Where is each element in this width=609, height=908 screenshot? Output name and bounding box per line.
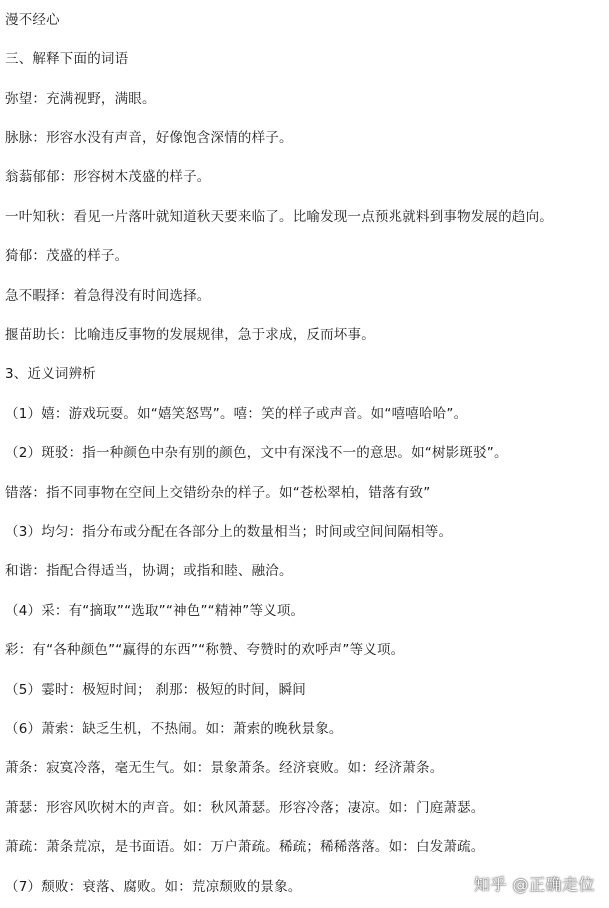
synonym-item-1: （1）嬉：游戏玩耍。如“嬉笑怒骂”。嘻：笑的样子或声音。如“嘻嘻哈哈”。 xyxy=(5,406,468,422)
synonym-item-2-cuoluo: 错落：指不同事物在空间上交错纷杂的样子。如“苍松翠柏，错落有致” xyxy=(5,485,431,501)
section-heading-explain-words: 三、解释下面的词语 xyxy=(5,51,129,67)
synonym-item-6-xiaotiao: 萧条：寂寞冷落，毫无生气。如：景象萧条。经济衰败。如：经济萧条。 xyxy=(5,760,444,776)
synonym-item-6-xiaose: 萧瑟：形容风吹树木的声音。如：秋风萧瑟。形容冷落；凄凉。如：门庭萧瑟。 xyxy=(5,800,485,816)
synonym-item-6-xiaoshu: 萧疏：萧条荒凉，是书面语。如：万户萧疏。稀疏；稀稀落落。如：白发萧疏。 xyxy=(5,839,485,855)
definition-yiyezhiqiu: 一叶知秋：看见一片落叶就知道秋天要来临了。比喻发现一点预兆就料到事物发展的趋向。 xyxy=(5,209,553,225)
synonym-item-4-cai: 彩：有“各种颜色”“赢得的东西”“称赞、夸赞时的欢呼声”等义项。 xyxy=(5,642,405,658)
definition-jibuxiaze: 急不暇择：着急得没有时间选择。 xyxy=(5,288,211,304)
definition-miwang: 弥望：充满视野，满眼。 xyxy=(5,91,156,107)
synonym-item-7: （7）颓败：衰落、腐败。如：荒凉颓败的景象。 xyxy=(5,879,302,895)
synonym-item-5: （5）霎时：极短时间； 刹那：极短的时间，瞬间 xyxy=(5,682,306,698)
text-line-continuation: 漫不经心 xyxy=(5,12,60,28)
zhihu-watermark: 知乎 @正确走位 xyxy=(473,875,595,894)
synonym-item-2: （2）斑驳：指一种颜色中杂有别的颜色，文中有深浅不一的意思。如“树影斑驳”。 xyxy=(5,445,508,461)
synonym-item-3-hexie: 和谐：指配合得适当，协调；或指和睦、融洽。 xyxy=(5,563,293,579)
definition-momo: 脉脉：形容水没有声音，好像饱含深情的样子。 xyxy=(5,130,293,146)
definition-yiyu: 猗郁：茂盛的样子。 xyxy=(5,248,129,264)
synonym-item-6: （6）萧索：缺乏生机，不热闹。如：萧索的晚秋景象。 xyxy=(5,721,343,737)
section-heading-synonyms: 3、近义词辨析 xyxy=(5,366,96,382)
definition-wengwengyuyu: 翁蓊郁郁：形容树木茂盛的样子。 xyxy=(5,169,211,185)
synonym-item-3: （3）均匀：指分布或分配在各部分上的数量相当；时间或空间间隔相等。 xyxy=(5,524,453,540)
definition-yamiaozhuzhang: 揠苗助长：比喻违反事物的发展规律，急于求成，反而坏事。 xyxy=(5,327,375,343)
synonym-item-4: （4）采：有“摘取”“选取”“神色”“精神”等义项。 xyxy=(5,603,305,619)
